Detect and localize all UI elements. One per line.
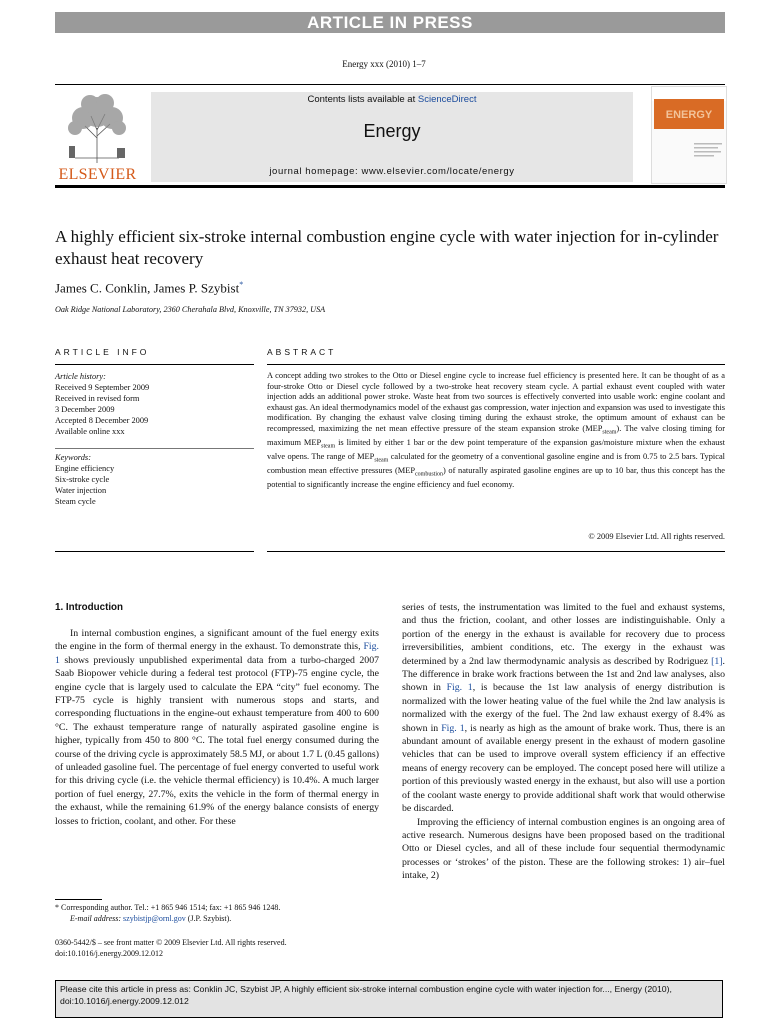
masthead-top-rule <box>55 84 725 85</box>
article-title: A highly efficient six-stroke internal combustion engine cycle with water injection for in-cylinder exhaust heat recovery <box>55 227 719 268</box>
history-item: Received 9 September 2009 <box>55 383 150 392</box>
elsevier-logo-text: ELSEVIER <box>58 166 137 183</box>
history-item: 3 December 2009 <box>55 405 115 414</box>
abstract-heading: ABSTRACT <box>267 347 337 357</box>
author-affiliation: Oak Ridge National Laboratory, 2360 Cherahala Blvd, Knoxville, TN 37932, USA <box>55 305 326 314</box>
history-item: Accepted 8 December 2009 <box>55 416 149 425</box>
figure-link[interactable]: Fig. 1 <box>441 722 465 734</box>
body-column-right <box>402 601 725 883</box>
reference-link[interactable]: [1] <box>711 655 723 667</box>
body-column-left <box>55 627 379 828</box>
abstract-top-rule <box>267 364 725 365</box>
keyword-item: Six-stroke cycle <box>55 475 110 484</box>
journal-name: Energy <box>363 121 421 141</box>
corresponding-author-footnote <box>55 902 385 924</box>
keywords-label: Keywords: <box>55 453 91 462</box>
article-info-top-rule <box>55 364 254 365</box>
history-label: Article history: <box>55 372 106 381</box>
paragraph: Improving the efficiency of internal combustion engines is an ongoing area of active research. Numerous designs have been proposed based on the traditional Otto or Diesel cycles, and all of these include four sequential thermodynamic processes or ‘strokes’ of the piston. These are the following strokes: 1) air–fuel intake, 2) <box>402 816 725 882</box>
citation-notice: Please cite this article in press as: Conklin JC, Szybist JP, A highly efficient six-stroke internal combustion engine cycle with water injection for..., Energy (2010), doi:10.1016/j.energy.2009.12.012 <box>55 980 723 1018</box>
history-item: Received in revised form <box>55 394 140 403</box>
contents-available-line <box>151 94 633 105</box>
abstract-copyright: © 2009 Elsevier Ltd. All rights reserved. <box>588 532 725 541</box>
author-list <box>55 280 243 296</box>
footnote-rule <box>55 899 102 900</box>
article-history <box>55 371 254 437</box>
email-link[interactable]: szybistjp@ornl.gov <box>123 914 186 923</box>
cover-title: ENERGY <box>665 109 713 121</box>
abstract-body: A concept adding two strokes to the Otto or Diesel engine cycle to increase fuel efficiency is presented here. It can be thought of as a four-stroke Otto or Diesel cycle followed by a two-stroke heat recovery steam cycle. A partial exhaust event coupled with water injection adds an additional power stroke. Waste heat from two sources is effectively converted into usable work: engine coolant and exhaust gas. An ideal thermodynamics model of the exhaust gas compression, water injection and expansion was used to investigate this modification. By changing the exhaust valve closing timing during the exhaust stroke, the optimum amount of exhaust can be recompressed, maximizing the net mean effective pressure of the steam expansion stroke $(MEP_{steam})$. The valve closing timing for maximum $MEP_{steam}$ is limited by either 1 bar or the dew point temperature of the expansion gas/moisture mixture when the exhaust valve opens. The range of $MEP_{steam}$ calculated for the geometry of a conventional gasoline engine and is from 0.75 to 2.5 bars. Typical combustion mean effective pressures $(MEP_{combustion})$ of naturally aspirated gasoline engines are up to 10 bar, thus this concept has the potential to significantly increase the engine efficiency and fuel economy. <box>267 371 725 490</box>
journal-reference: Energy xxx (2010) 1–7 <box>342 59 426 69</box>
article-info-bottom-rule <box>55 551 254 552</box>
footnote-email-line: E-mail address: szybistjp@ornl.gov (J.P. Szybist). <box>70 914 232 923</box>
article-in-press-banner: ARTICLE IN PRESS <box>55 12 725 33</box>
figure-link[interactable]: Fig. 1 <box>446 682 473 694</box>
corresponding-author-mark[interactable]: * <box>239 280 244 289</box>
journal-homepage-link[interactable]: journal homepage: www.elsevier.com/locate/energy <box>269 166 515 177</box>
article-info-divider <box>55 448 254 449</box>
keyword-item: Engine efficiency <box>55 464 115 473</box>
author-names: James C. Conklin, James P. Szybist <box>55 280 240 296</box>
issn-doi-block <box>55 937 385 959</box>
contents-prefix: Contents lists available at <box>307 94 418 105</box>
history-item: Available online xxx <box>55 427 125 436</box>
footnote-contact: * Corresponding author. Tel.: +1 865 946 1514; fax: +1 865 946 1248. <box>55 903 281 912</box>
issn-line: 0360-5442/$ – see front matter © 2009 Elsevier Ltd. All rights reserved. <box>55 938 287 947</box>
paragraph: In internal combustion engines, a significant amount of the fuel energy exits the engine in the form of thermal energy in the exhaust. To demonstrate this, Fig. 1 shows previously unpublished experimental data from a turbo-charged 2007 Saab Biopower vehicle during a federal test protocol (FTP)-75 engine cycle, the engine cycle that is largely used to calculate the EPA “city” fuel economy. The FTP-75 cycle is highly transient with numerous stops and starts, and corresponding fluctuations in the engine-out exhaust temperature from 400 to 600 °C. The exhaust temperature range of naturally aspirated gasoline engine is higher, typically from 450 to 800 °C. The total fuel energy consumed during the course of the driving cycle is approximately 58.5 MJ, or about 1.7 L (0.45 gallons) of unleaded gasoline fuel. The percentage of fuel energy converted to useful work for this driving cycle (i.e. the vehicle thermal efficiency) is 10.4%. A much larger portion of fuel energy, 27.7%, exits the vehicle in the form of thermal energy in the exhaust, while the remaining 61.9% of the energy balance consists of energy losses to friction, coolant, and other. For these <box>55 628 379 827</box>
figure-link[interactable]: Fig. 1 <box>55 641 379 666</box>
doi-line: doi:10.1016/j.energy.2009.12.012 <box>55 949 163 958</box>
sciencedirect-link[interactable]: ScienceDirect <box>417 94 477 105</box>
article-info-heading: ARTICLE INFO <box>55 347 150 357</box>
keyword-item: Steam cycle <box>55 497 96 506</box>
abstract-bottom-rule <box>267 551 725 552</box>
keywords-list <box>55 452 254 507</box>
section-heading-introduction: 1. Introduction <box>55 602 124 613</box>
paragraph: series of tests, the instrumentation was limited to the fuel and exhaust systems, and thus the friction, coolant, and other losses are indistinguishable. Only a portion of the energy in the exhaust is available for recovery due to process irreversibilities, ambient conditions, etc. The exergy in the exhaust was determined by a 2nd law thermodynamic analysis as described by Rodriguez [1]. The difference in brake work fractions between the 1st and 2nd law analyses, also shown in Fig. 1, is because the 1st law analysis of energy distribution is normalized with the lower heating value of the fuel while the 2nd law analysis is normalized with the exergy of the fuel. The 2nd law exhaust exergy of 8.4% as shown in Fig. 1, is nearly as high as the amount of brake work. Thus, there is an abundant amount of available energy present in the exhaust of modern gasoline vehicles that can be used to improve overall system efficiency if an effective means of energy recovery can be employed. The concept posed here will utilize a portion of this previously wasted energy in the exhaust, but also will use a portion of the coolant waste energy to provide additional shaft work that would otherwise be discarded. <box>402 602 725 815</box>
keyword-item: Water injection <box>55 486 107 495</box>
journal-cover-thumbnail <box>651 86 727 184</box>
masthead-bottom-rule <box>55 185 725 188</box>
